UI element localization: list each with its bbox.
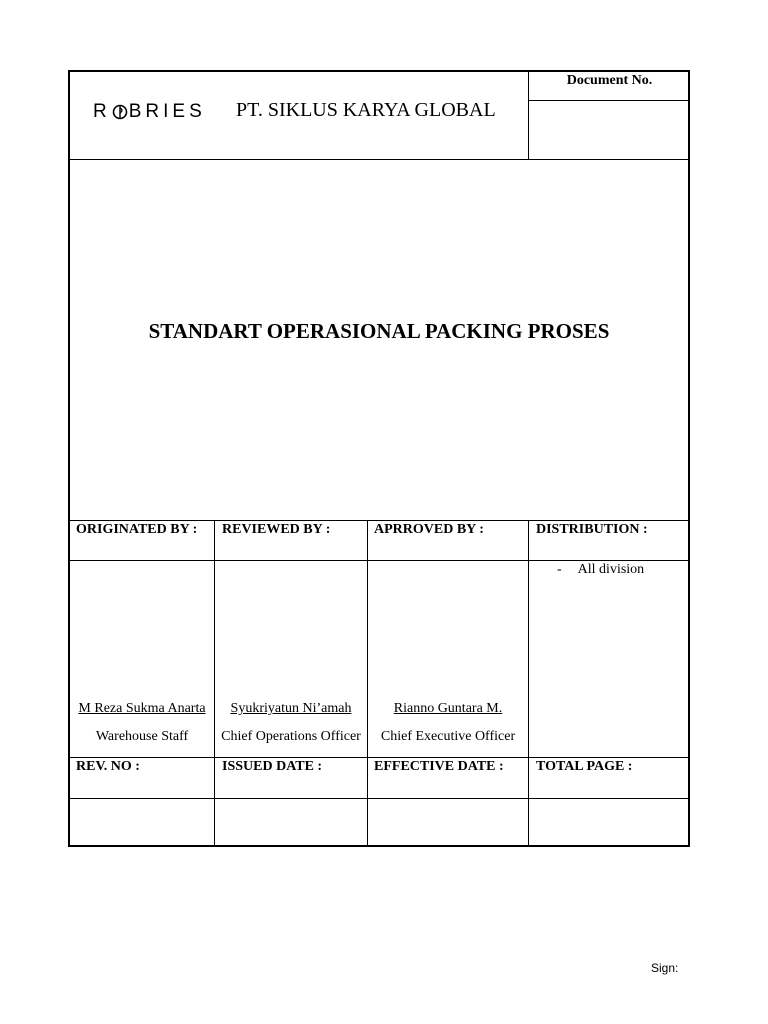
col-line-3 — [528, 520, 529, 847]
issued-date-header: ISSUED DATE : — [222, 759, 323, 774]
robries-logo — [93, 101, 206, 123]
document-title: STANDART OPERASIONAL PACKING PROSES — [148, 319, 610, 343]
approved-by-header: APRROVED BY : — [374, 522, 484, 537]
logo-text-start: R — [93, 101, 111, 122]
distribution-bullet: - — [557, 562, 562, 577]
docno-divider — [529, 100, 690, 101]
col-line-2 — [367, 520, 368, 847]
total-page-header: TOTAL PAGE : — [536, 759, 633, 774]
approver-name: Rianno Guntara M. — [393, 701, 503, 716]
reviewer-name: Syukriyatun Ni’amah — [230, 701, 352, 716]
distribution-label: All division — [577, 562, 645, 577]
logo-text-end: BRIES — [128, 101, 206, 122]
distribution-item — [557, 562, 644, 578]
logo-o-icon — [112, 104, 128, 120]
originator-role: Warehouse Staff — [95, 729, 189, 744]
document-no-label: Document No. — [566, 73, 653, 88]
footer-top-line — [68, 757, 690, 758]
effective-date-header: EFFECTIVE DATE : — [374, 759, 504, 774]
header-divider — [68, 159, 690, 160]
distribution-header: DISTRIBUTION : — [536, 522, 648, 537]
approval-header-line — [68, 560, 690, 561]
originated-by-header: ORIGINATED BY : — [76, 522, 198, 537]
reviewer-role: Chief Operations Officer — [221, 729, 361, 744]
col-line-1 — [214, 520, 215, 847]
sign-label: Sign: — [651, 961, 679, 975]
reviewed-by-header: REVIEWED BY : — [222, 522, 331, 537]
docno-left-line — [528, 70, 529, 160]
rev-no-header: REV. NO : — [76, 759, 140, 774]
footer-header-line — [68, 798, 690, 799]
originator-name: M Reza Sukma Anarta — [78, 701, 206, 716]
approval-top-line — [68, 520, 690, 521]
company-name: PT. SIKLUS KARYA GLOBAL — [236, 99, 496, 121]
approver-role: Chief Executive Officer — [380, 729, 516, 744]
